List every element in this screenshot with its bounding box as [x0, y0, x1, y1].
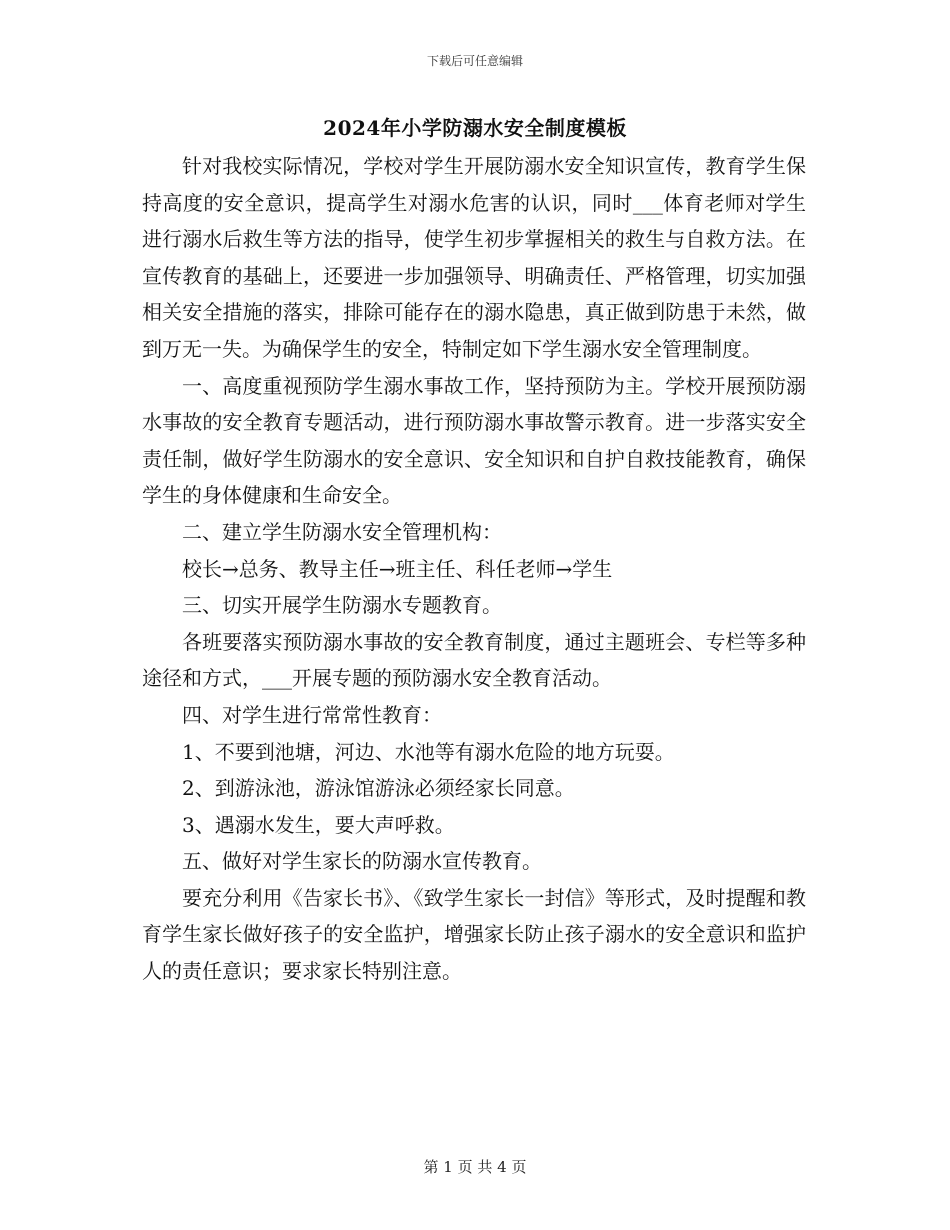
paragraph-section-5-body: 要充分利用《告家长书》、《致学生家长一封信》等形式，及时提醒和教育学生家长做好孩子的安全监护，增强家长防止孩子溺水的安全意识和监护人的责任意识；要求家长特别注意。: [142, 885, 806, 984]
list-item-2: 2、到游泳池，游泳馆游泳必须经家长同意。: [182, 776, 575, 801]
document-body: [142, 148, 806, 990]
paragraph-section-4: 四、对学生进行常常性教育：: [182, 702, 442, 727]
page-number: 第 1 页 共 4 页: [423, 1158, 527, 1176]
list-item-3: 3、遇溺水发生，要大声呼救。: [182, 812, 455, 837]
paragraph-section-1: 一、高度重视预防学生溺水事故工作，坚持预防为主。学校开展预防溺水事故的安全教育专题活动，进行预防溺水事故警示教育。进一步落实安全责任制，做好学生防溺水的安全意识、安全知识和自护自救技能教育，确保学生的身体健康和生命安全。: [142, 373, 806, 508]
list-item-1: 1、不要到池塘，河边、水池等有溺水危险的地方玩耍。: [182, 739, 675, 764]
paragraph-section-3-body: 各班要落实预防溺水事故的安全教育制度，通过主题班会、专栏等多种途径和方式，___开展专题的预防溺水安全教育活动。: [142, 629, 806, 691]
paragraph-section-3: 三、切实开展学生防溺水专题教育。: [182, 593, 502, 618]
paragraph-org-chain: 校长→总务、教导主任→班主任、科任老师→学生: [182, 556, 613, 581]
header-note: 下载后可任意编辑: [426, 54, 523, 68]
document-title: 2024年小学防溺水安全制度模板: [323, 116, 627, 140]
paragraph-section-2: 二、建立学生防溺水安全管理机构：: [182, 519, 502, 544]
paragraph-section-5: 五、做好对学生家长的防溺水宣传教育。: [182, 849, 542, 874]
paragraph-intro: 针对我校实际情况，学校对学生开展防溺水安全知识宣传，教育学生保持高度的安全意识，提高学生对溺水危害的认识，同时___体育老师对学生进行溺水后救生等方法的指导，使学生初步掌握相关的救生与自救方法。在宣传教育的基础上，还要进一步加强领导、明确责任、严格管理，切实加强相关安全措施的落实，排除可能存在的溺水隐患，真正做到防患于未然，做到万无一失。为确保学生的安全，特制定如下学生溺水安全管理制度。: [142, 154, 806, 361]
